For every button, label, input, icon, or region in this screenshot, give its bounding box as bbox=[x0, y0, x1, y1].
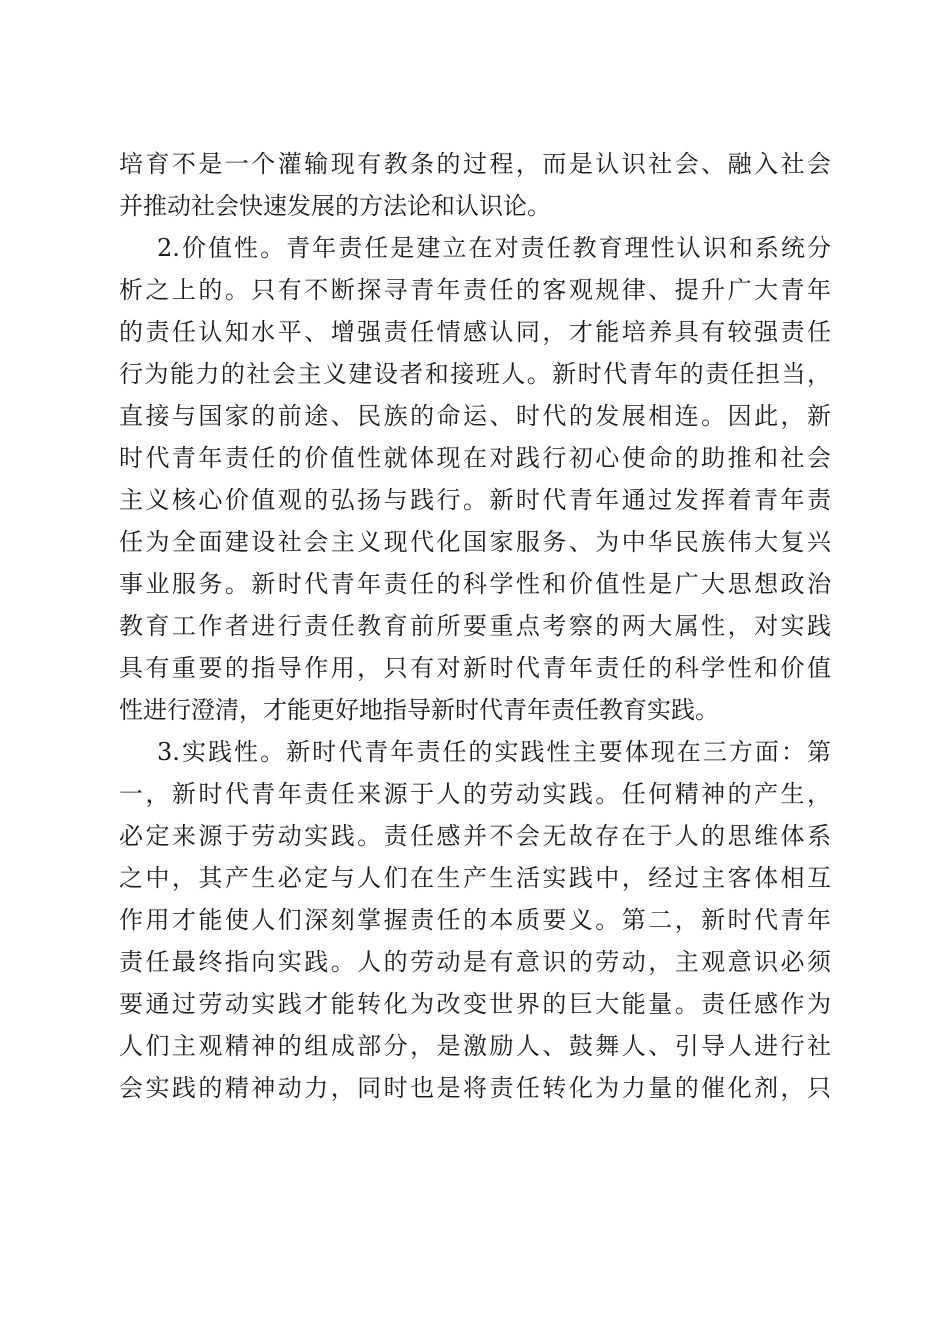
text-line: 之中，其产生必定与人们在生产生活实践中，经过主客体相互 bbox=[119, 864, 831, 892]
text-line: 教育工作者进行责任教育前所要重点考察的两大属性，对实践 bbox=[119, 612, 831, 640]
paragraph-start-line: 3.实践性。新时代青年责任的实践性主要体现在三方面：第 bbox=[157, 738, 831, 766]
text-line: 性进行澄清，才能更好地指导新时代青年责任教育实践。 bbox=[119, 696, 719, 724]
paragraph-start-line: 2.价值性。青年责任是建立在对责任教育理性认识和系统分 bbox=[157, 234, 831, 262]
text-line: 培育不是一个灌输现有教条的过程，而是认识社会、融入社会 bbox=[119, 150, 831, 178]
text-line: 的责任认知水平、增强责任情感认同，才能培养具有较强责任 bbox=[119, 318, 831, 346]
text-line: 一，新时代青年责任来源于人的劳动实践。任何精神的产生， bbox=[119, 780, 831, 808]
text-line: 作用才能使人们深刻掌握责任的本质要义。第二，新时代青年 bbox=[119, 906, 831, 934]
text-line: 必定来源于劳动实践。责任感并不会无故存在于人的思维体系 bbox=[119, 822, 831, 850]
text-line: 责任最终指向实践。人的劳动是有意识的劳动，主观意识必须 bbox=[119, 948, 831, 976]
text-line: 任为全面建设社会主义现代化国家服务、为中华民族伟大复兴 bbox=[119, 528, 831, 556]
text-line: 时代青年责任的价值性就体现在对践行初心使命的助推和社会 bbox=[119, 444, 831, 472]
text-line: 会实践的精神动力，同时也是将责任转化为力量的催化剂，只 bbox=[119, 1074, 831, 1102]
text-line: 主义核心价值观的弘扬与践行。新时代青年通过发挥着青年责 bbox=[119, 486, 831, 514]
body-text bbox=[119, 143, 831, 1109]
text-line: 人们主观精神的组成部分，是激励人、鼓舞人、引导人进行社 bbox=[119, 1032, 831, 1060]
text-line: 析之上的。只有不断探寻青年责任的客观规律、提升广大青年 bbox=[119, 276, 831, 304]
text-line: 事业服务。新时代青年责任的科学性和价值性是广大思想政治 bbox=[119, 570, 831, 598]
text-line: 行为能力的社会主义建设者和接班人。新时代青年的责任担当， bbox=[119, 360, 831, 388]
text-line: 要通过劳动实践才能转化为改变世界的巨大能量。责任感作为 bbox=[119, 990, 831, 1018]
text-line: 具有重要的指导作用，只有对新时代青年责任的科学性和价值 bbox=[119, 654, 831, 682]
text-line: 直接与国家的前途、民族的命运、时代的发展相连。因此，新 bbox=[119, 402, 831, 430]
text-line: 并推动社会快速发展的方法论和认识论。 bbox=[119, 192, 551, 220]
